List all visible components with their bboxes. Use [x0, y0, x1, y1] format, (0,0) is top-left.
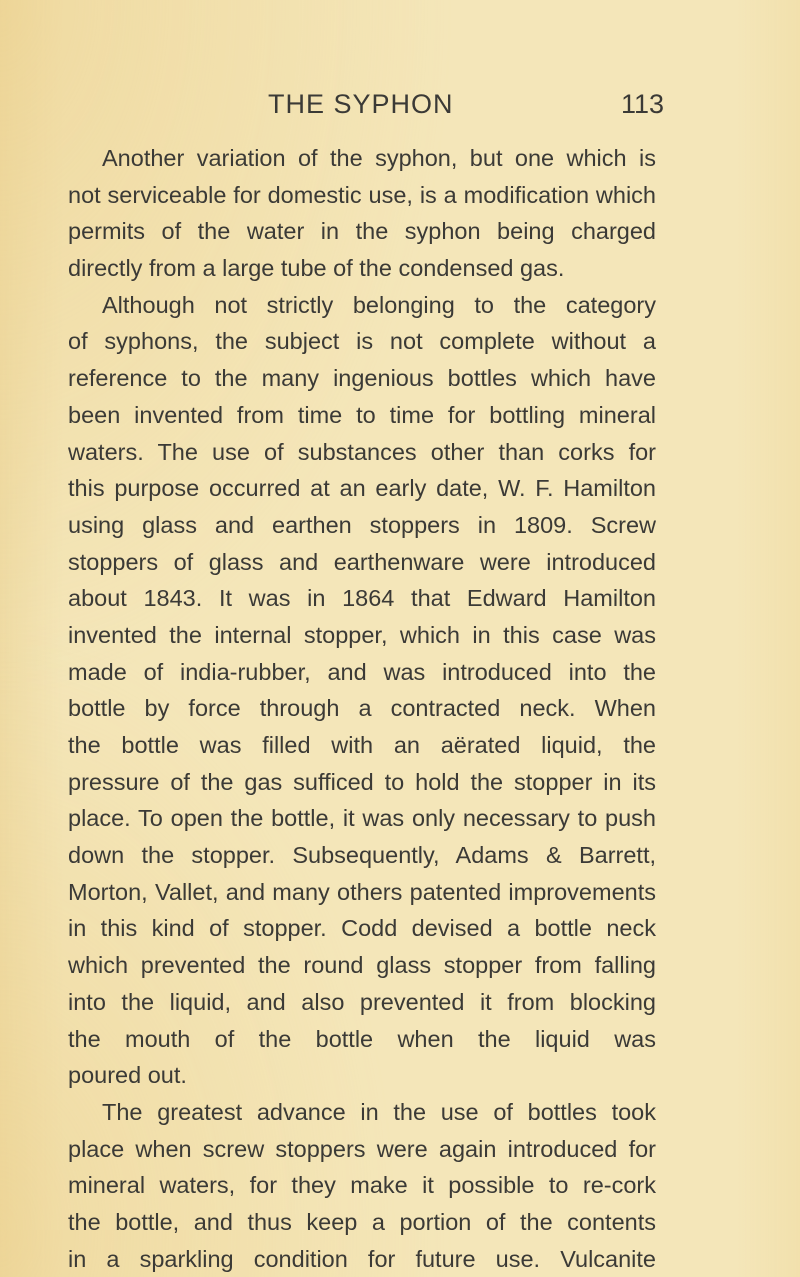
text-line: about 1843. It was in 1864 that Edward Hamilton — [68, 585, 656, 612]
text-line: the bottle, and thus keep a portion of the contents — [68, 1208, 656, 1235]
text-line: invented the internal stopper, which in this case was — [68, 621, 656, 648]
text-line: down the stopper. Subsequently, Adams & Barrett, — [68, 842, 656, 869]
text-line: pressure of the gas sufficed to hold the stopper in its — [68, 768, 656, 795]
text-line: into the liquid, and also prevented it from blocking — [68, 988, 656, 1015]
text-line: mineral waters, for they make it possible to re-cork — [68, 1172, 656, 1199]
text-line: permits of the water in the syphon being charged — [68, 218, 656, 245]
running-title: THE SYPHON — [268, 89, 454, 119]
text-line: Another variation of the syphon, but one which is — [102, 145, 656, 171]
text-line: directly from a large tube of the condensed gas. — [68, 255, 565, 282]
text-line: Although not strictly belonging to the category — [102, 291, 656, 318]
text-line: stoppers of glass and earthenware were introduced — [68, 548, 656, 575]
text-line: Morton, Vallet, and many others patented improvements — [68, 878, 656, 905]
text-line: this purpose occurred at an early date, W. F. Hamilton — [68, 475, 656, 502]
text-line: been invented from time to time for bottling mineral — [68, 401, 656, 428]
text-line: place. To open the bottle, it was only necessary to push — [68, 805, 656, 832]
text-line: The greatest advance in the use of bottles took — [102, 1098, 656, 1125]
text-line: using glass and earthen stoppers in 1809. Screw — [68, 511, 656, 538]
page-number: 113 — [621, 89, 665, 119]
body-text — [68, 140, 656, 1277]
text-line: bottle by force through a contracted neck. When — [68, 695, 656, 722]
text-line: which prevented the round glass stopper from falling — [68, 952, 656, 979]
text-line: the bottle was filled with an aërated liquid, the — [68, 732, 656, 758]
text-line: waters. The use of substances other than corks for — [68, 438, 656, 465]
text-line: the mouth of the bottle when the liquid was — [68, 1025, 656, 1052]
text-line: not serviceable for domestic use, is a modification which — [68, 181, 656, 208]
text-line: reference to the many ingenious bottles which have — [68, 365, 656, 392]
text-line: in this kind of stopper. Codd devised a bottle neck — [68, 915, 656, 942]
text-line: made of india-rubber, and was introduced into the — [68, 658, 656, 685]
text-line: place when screw stoppers were again introduced for — [68, 1135, 656, 1162]
text-line: in a sparkling condition for future use. Vulcanite — [68, 1245, 656, 1272]
running-head — [0, 84, 800, 124]
text-line: of syphons, the subject is not complete without a — [68, 328, 656, 355]
text-line: poured out. — [68, 1062, 187, 1089]
